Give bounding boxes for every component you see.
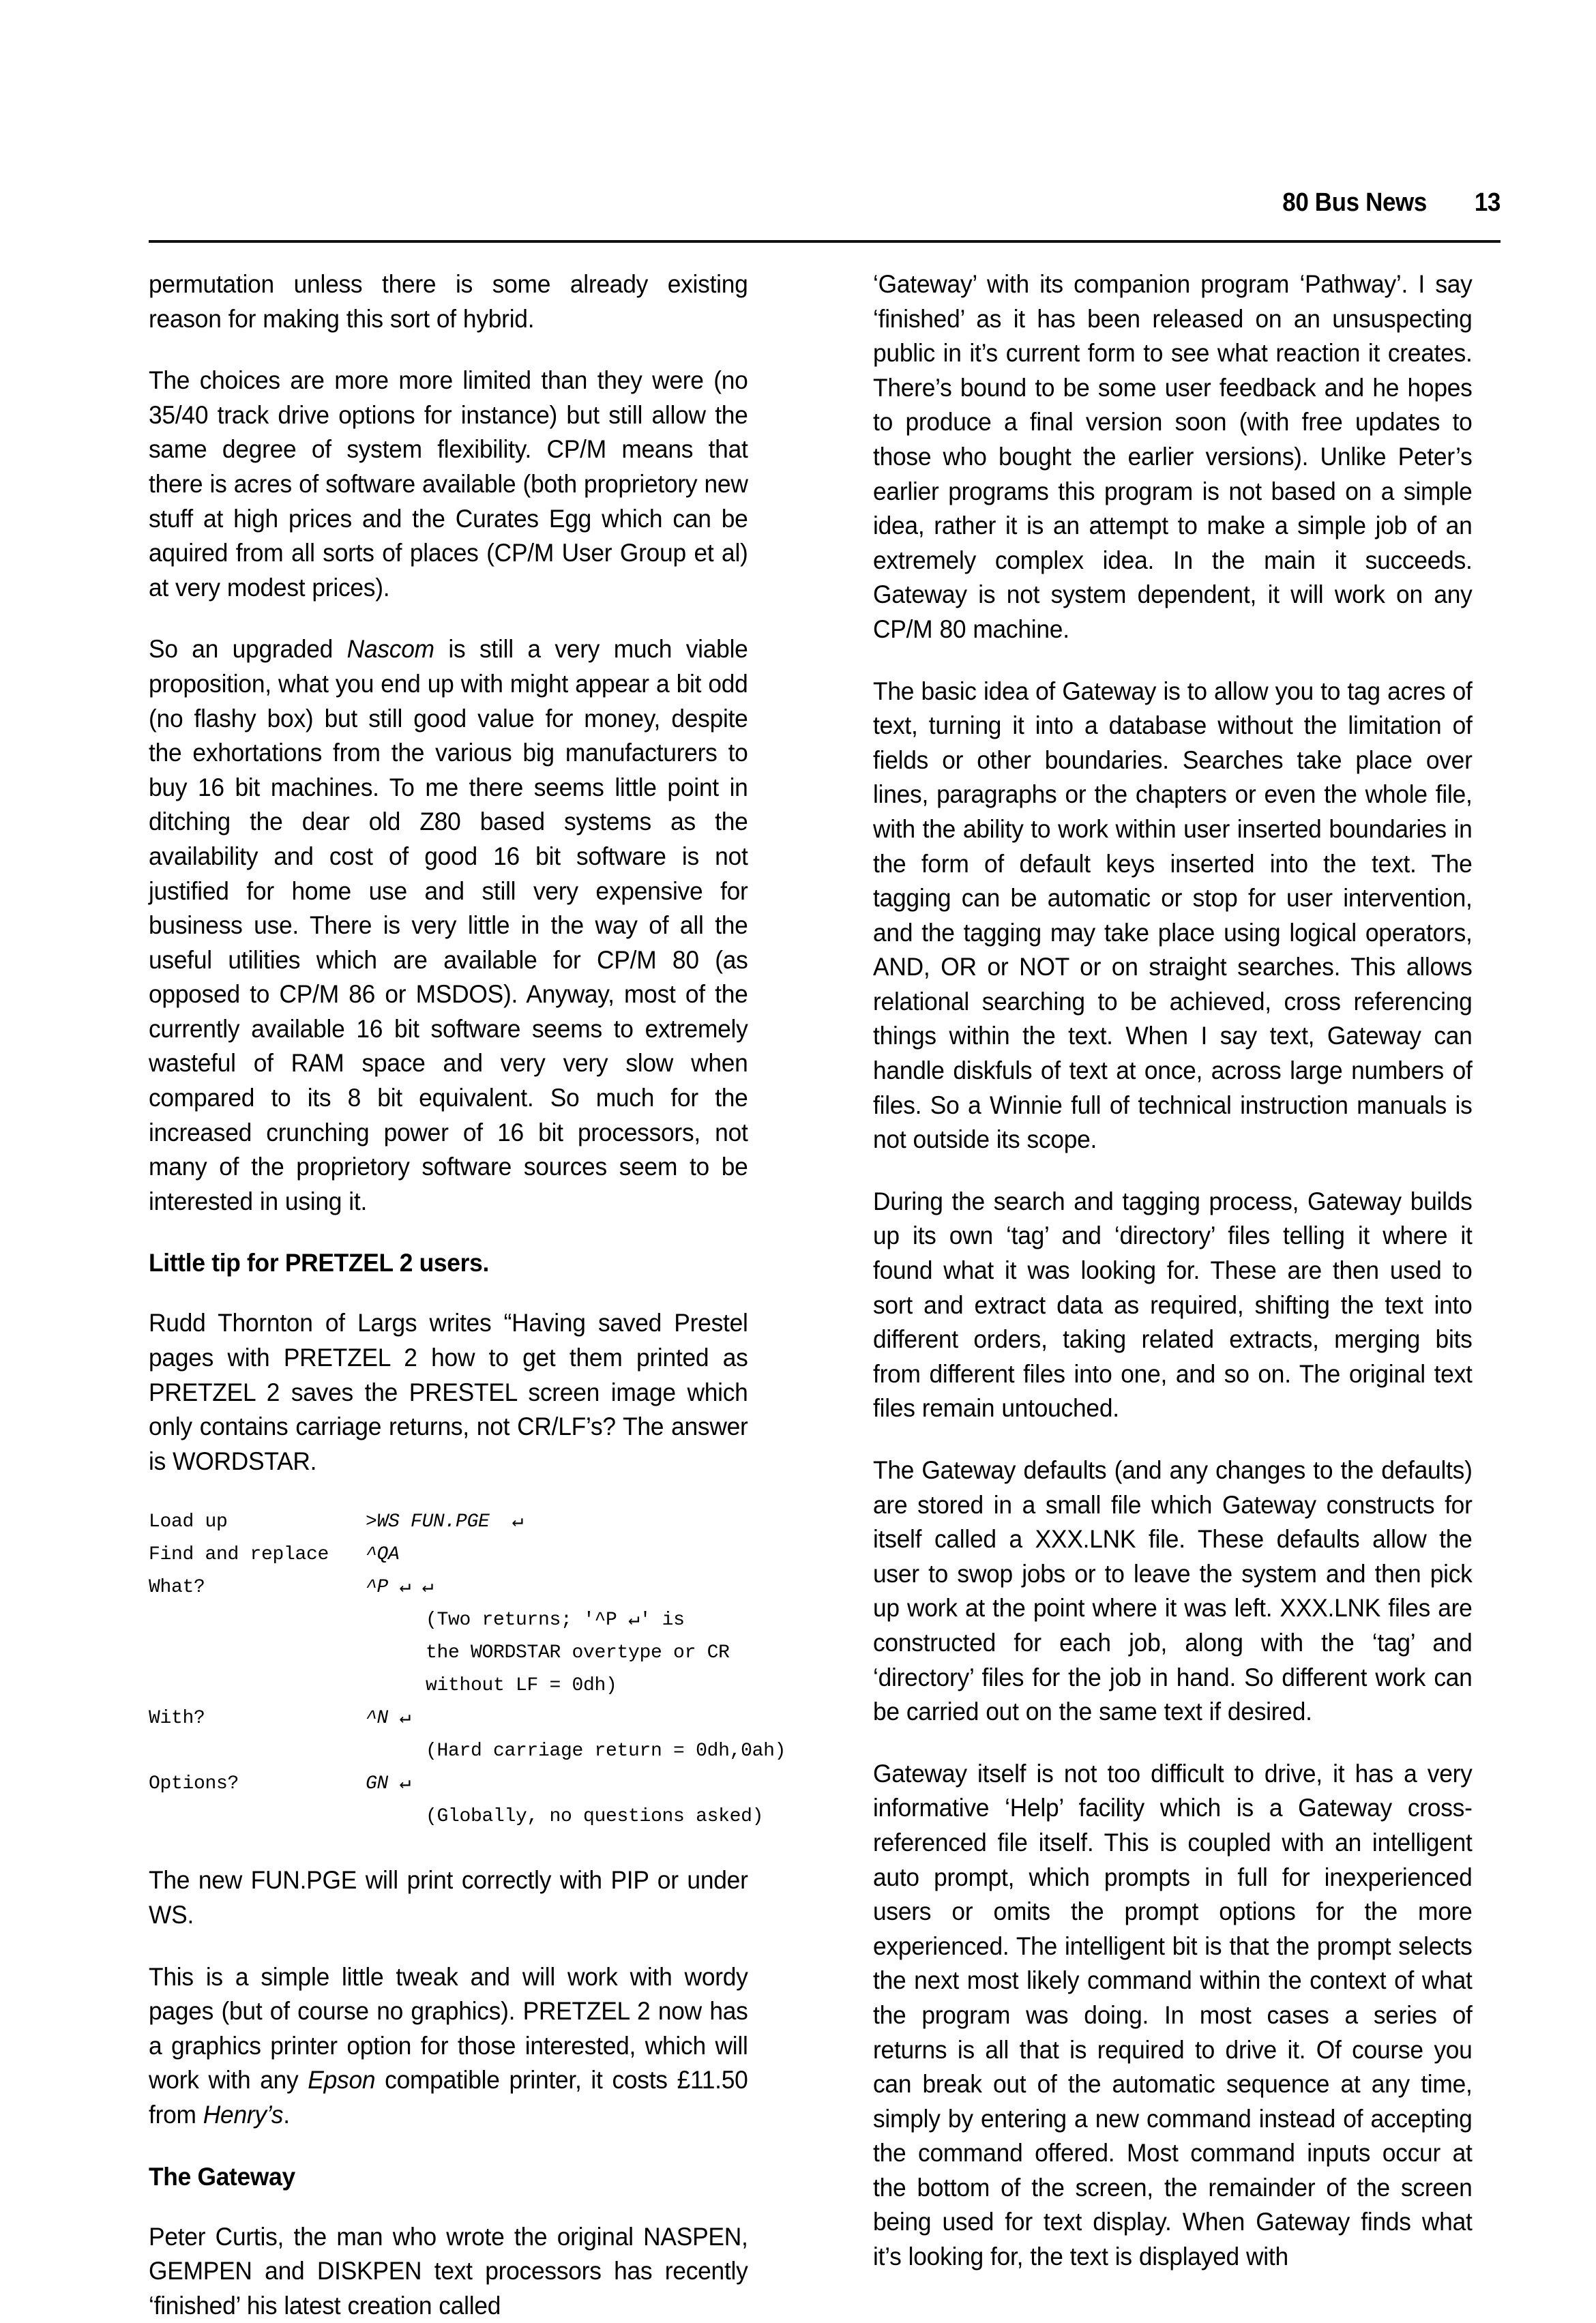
listing-label: Options? [149,1773,239,1795]
paragraph-tweak [149,1960,748,2133]
listing-command: ^N ↵ [366,1708,411,1730]
paragraph: Gateway itself is not too difficult to drive, it has a very informative ‘Help’ facility which is a Gateway cross-referenced file itself. This is coupled with an intelligent auto prompt, which prompts in full for inexperienced users or omits the prompt options for the more experienced. The intelligent bit is that the prompt selects the next most likely command within the context of what the program was doing. In most cases a series of returns is all that is required to drive it. Of course you can break out of the automatic sequence at any time, simply by entering a new command instead of accepting the command offered. Most command inputs occur at the bottom of the screen, the remainder of the screen being used for text display. When Gateway finds what it’s looking for, the text is displayed with [873,1759,1473,2271]
listing-label: What? [149,1577,205,1599]
right-column [873,267,1501,2323]
listing-command: ^P ↵ ↵ [366,1577,434,1599]
text-fragment: So an upgraded [149,635,347,664]
article-columns [149,267,1501,2323]
text-fragment: is still a very much viable proposition, what you end up with might appear a bit odd (no flashy box) but still good value for money, despite the exhortations from the various big manufacturers to buy 16 bit machines. To me there seems little point in ditching the dear old Z80 based systems as the availability and cost of good 16 bit software is not justified for home use and still very expensive for business use. There is very little in the way of all the useful utilities which are available for CP/M 80 (as opposed to CP/M 86 or MSDOS). Anyway, most of the currently available 16 bit software seems to extremely wasteful of RAM space and very very slow when compared to its 8 bit equivalent. So much for the increased crunching power of 16 bit processors, not many of the proprietory software sources seem to be interested in using it. [149,635,748,1215]
italic-henrys: Henry’s [203,2100,284,2129]
listing-command: >WS FUN.PGE ↵ [366,1511,524,1533]
paragraph: The choices are more more limited than they were (no 35/40 track drive options for instance) but still allow the same degree of system flexibility. CP/M means that there is acres of software available (both proprietory new stuff at high prices and the Curates Egg which can be aquired from all sorts of places (CP/M User Group et al) at very modest prices). [149,366,748,602]
header-rule [149,240,1501,243]
paragraph-nascom [149,632,748,1219]
paragraph: The Gateway defaults (and any changes to the defaults) are stored in a small file which Gateway constructs for itself called a XXX.LNK file. These defaults allow the user to swop jobs or to leave the system and then pick up work at the point where it was left. XXX.LNK files are constructed for each job, along with the ‘tag’ and ‘directory’ files for the job in hand. So different work can be carried out on the same text if desired. [873,1456,1473,1726]
paragraph: The basic idea of Gateway is to allow you to tag acres of text, turning it into a database without the limitation of fields or other boundaries. Searches take place over lines, paragraphs or the chapters or even the whole file, with the ability to work within user inserted boundaries in the form of default keys inserted into the text. The tagging can be automatic or stop for user intervention, and the tagging may take place using logical operators, AND, OR or NOT or on straight searches. This allows relational searching to be achieved, cross referencing things within the text. When I say text, Gateway can handle diskfuls of text at once, across large numbers of files. So a Winnie full of technical instruction manuals is not outside its scope. [873,677,1473,1154]
listing-label: Find and replace [149,1544,329,1566]
publication-title: 80 Bus News [1282,188,1427,217]
listing-command: ^QA [366,1544,400,1566]
listing-note-row [149,1735,786,1768]
italic-nascom: Nascom [346,635,434,664]
listing-note-row [149,1604,776,1637]
listing-note: (Hard carriage return = 0dh,0ah) [426,1741,786,1762]
listing-row [149,1768,776,1801]
listing-command: GN ↵ [366,1773,411,1795]
text-fragment: . [283,2100,290,2129]
listing-note: (Two returns; '^P ↵' is [426,1610,685,1631]
running-head [149,188,1501,243]
listing-note: without LF = 0dh) [426,1675,617,1697]
wordstar-listing [149,1506,786,1833]
paragraph: permutation unless there is some already existing reason for making this sort of hybrid. [149,270,748,333]
listing-row [149,1539,776,1571]
listing-row [149,1571,776,1604]
page-number: 13 [1474,188,1501,217]
paragraph-pretzel: Rudd Thornton of Largs writes “Having saved Prestel pages with PRETZEL 2 how to get them printed as PRETZEL 2 saves the PRESTEL screen image which only contains carriage returns, not CR/LF’s? The answer is WORDSTAR. [149,1309,748,1475]
listing-note: (Globally, no questions asked) [426,1806,764,1828]
listing-note: the WORDSTAR overtype or CR [426,1642,730,1664]
paragraph-gateway-intro: Peter Curtis, the man who wrote the original NASPEN, GEMPEN and DISKPEN text processors has recently ‘finished’ his latest creation called [149,2222,748,2320]
listing-note-row [149,1637,776,1670]
text-fragment: This is a simple little tweak and will work with wordy pages (but of course no graphics). PRETZEL 2 now has a graphics printer option for those interested, which will work with any [149,1962,748,2095]
listing-row [149,1702,776,1735]
listing-note-row [149,1801,776,1833]
subheading-the-gateway: The Gateway [149,2162,295,2191]
paragraph-funpge: The new FUN.PGE will print correctly with PIP or under WS. [149,1866,748,1929]
listing-row [149,1506,776,1539]
text-fragment: compatible printer, it costs £11.50 from [149,2066,748,2129]
subheading-pretzel-tip: Little tip for PRETZEL 2 users. [149,1249,489,1277]
left-column [149,267,786,2323]
paragraph: ‘Gateway’ with its companion program ‘Pathway’. I say ‘finished’ as it has been released on an unsuspecting public in it’s current form to see what reaction it creates. There’s bound to be some user feedback and he hopes to produce a final version soon (with free updates to those who bought the earlier versions). Unlike Peter’s earlier programs this program is not based on a simple idea, rather it is an attempt to make a simple job of an extremely complex idea. In the main it succeeds. Gateway is not system dependent, it will work on any CP/M 80 machine. [873,270,1473,643]
listing-label: With? [149,1708,205,1730]
paragraph: During the search and tagging process, Gateway builds up its own ‘tag’ and ‘directory’ files telling it where it found what it was looking for. These are then used to sort and extract data as required, shifting the text into different orders, taking related extracts, merging bits from different files into one, and so on. The original text files remain untouched. [873,1187,1473,1423]
italic-epson: Epson [308,2066,376,2095]
listing-label: Load up [149,1511,228,1533]
listing-note-row [149,1670,776,1702]
